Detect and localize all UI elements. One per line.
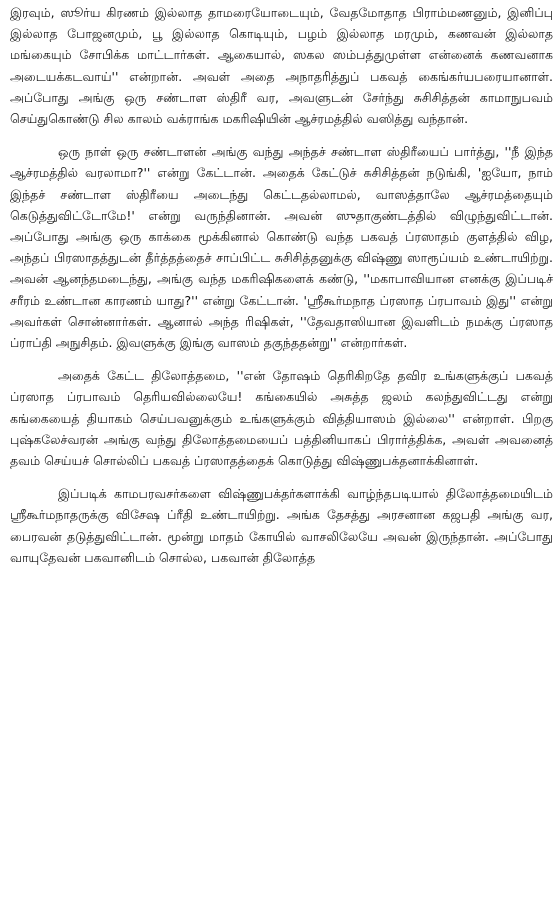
paragraph-1: இரவும், ஸூர்ய கிரணம் இல்லாத தாமரையோடையும், வேதமோதாத பிராம்மணனும், இனிப்பு இல்லாத போஜனமும், பூ இல்லாத கொடியும், பழம் இல்லாத மரமும், கணவன் இல்லாத மங்கையும் சோபிக்க மாட்டார்கள். ஆகையால், ஸகல ஸம்பத்துமுள்ள என்னைக் கணவனாக அடையக்கடவாய்'' என்றான். அவள் அதை அநாதரித்துப் பகவத் கைங்கர்யபரையானாள். அப்போது அங்கு ஒரு சண்டாள ஸ்திரீ வர, அவளுடன் சேர்ந்து சுசிசித்தன் காமாநுபவம் செய்துகொண்டு சில காலம் வக்ராங்க மகரிஷியின் ஆச்ரமத்தில் வஸித்து வந்தான். [10, 5, 553, 127]
paragraph-3: அதைக் கேட்ட திலோத்தமை, ''என் தோஷம் தெரிகிறதே தவிர உங்களுக்குப் பகவத் ப்ரஸாத ப்ரபாவம் தெரியவில்லையே! கங்கையில் அசுத்த ஜலம் கலந்துவிட்டது என்று கங்கையைத் தியாகம் செய்பவனுக்கும் உங்களுக்கும் வித்தியாஸம் இல்லை'' என்றாள். பிறகு புஷ்கலேச்வரன் அங்கு வந்து திலோத்தமையைப் பத்தினியாகப் பிரார்த்திக்க, அவள் அவனைத் தவம் செய்யச் சொல்லிப் பகவத் ப்ரஸாதத்தைக் கொடுத்து விஷ்ணுபக்தனாக்கினாள். [10, 368, 553, 469]
paragraph-2: ஒரு நாள் ஒரு சண்டாளன் அங்கு வந்து அந்தச் சண்டாள ஸ்திரீயைப் பார்த்து, ''நீ இந்த ஆச்ரமத்தில் வரலாமா?'' என்று கேட்டான். அதைக் கேட்டுச் சுசிசித்தன் நடுங்கி, 'ஐயோ, நாம் இந்தச் சண்டாள ஸ்திரீயை அடைந்து கெட்டதல்லாமல், வாஸத்தாலே ஆச்ரமத்தையும் கெடுத்துவிட்டோமே!' என்று வருந்தினான். அவன் ஸுதாகுண்டத்தில் விழுந்துவிட்டான். அப்போது அங்கு ஒரு காக்கை மூக்கினால் கொண்டு வந்த பகவத் ப்ரஸாதம் குளத்தில் விழ, அந்தப் பிரஸாதத்துடன் தீர்த்தத்தைச் சாப்பிட்ட சுசிசித்தனுக்கு விஷ்ணு ஸாரூப்யம் உண்டாயிற்று. அவன் ஆனந்தமடைந்து, அங்கு வந்த மகரிஷிகளைக் கண்டு, ''மகாபாவியான எனக்கு இப்படிச் சரீரம் உண்டான காரணம் யாது?'' என்று கேட்டான். 'ஸ்ரீகூர்மநாத ப்ரஸாத ப்ரபாவம் இது'' என்று அவர்கள் சொன்னார்கள். ஆனால் அந்த ரிஷிகள், ''தேவதாஸியான இவளிடம் நமக்கு ப்ரஸாத ப்ராப்தி அநுசிதம். இவளுக்கு இங்கு வாஸம் தகுந்ததன்று'' என்றார்கள். [10, 144, 553, 351]
paragraph-4: இப்படிக் காமபரவசர்களை விஷ்ணுபக்தர்களாக்கி வாழ்ந்தபடியால் திலோத்தமையிடம் ஸ்ரீகூர்மநாதருக்கு விசேஷ ப்ரீதி உண்டாயிற்று. அங்க தேசத்து அரசனான கஜபதி அங்கு வர, பைரவன் தடுத்துவிட்டான். மூன்று மாதம் கோயில் வாசலிலேயே அவன் இருந்தான். அப்போது வாயுதேவன் பகவானிடம் சொல்ல, பகவான் திலோத்த [10, 486, 553, 565]
